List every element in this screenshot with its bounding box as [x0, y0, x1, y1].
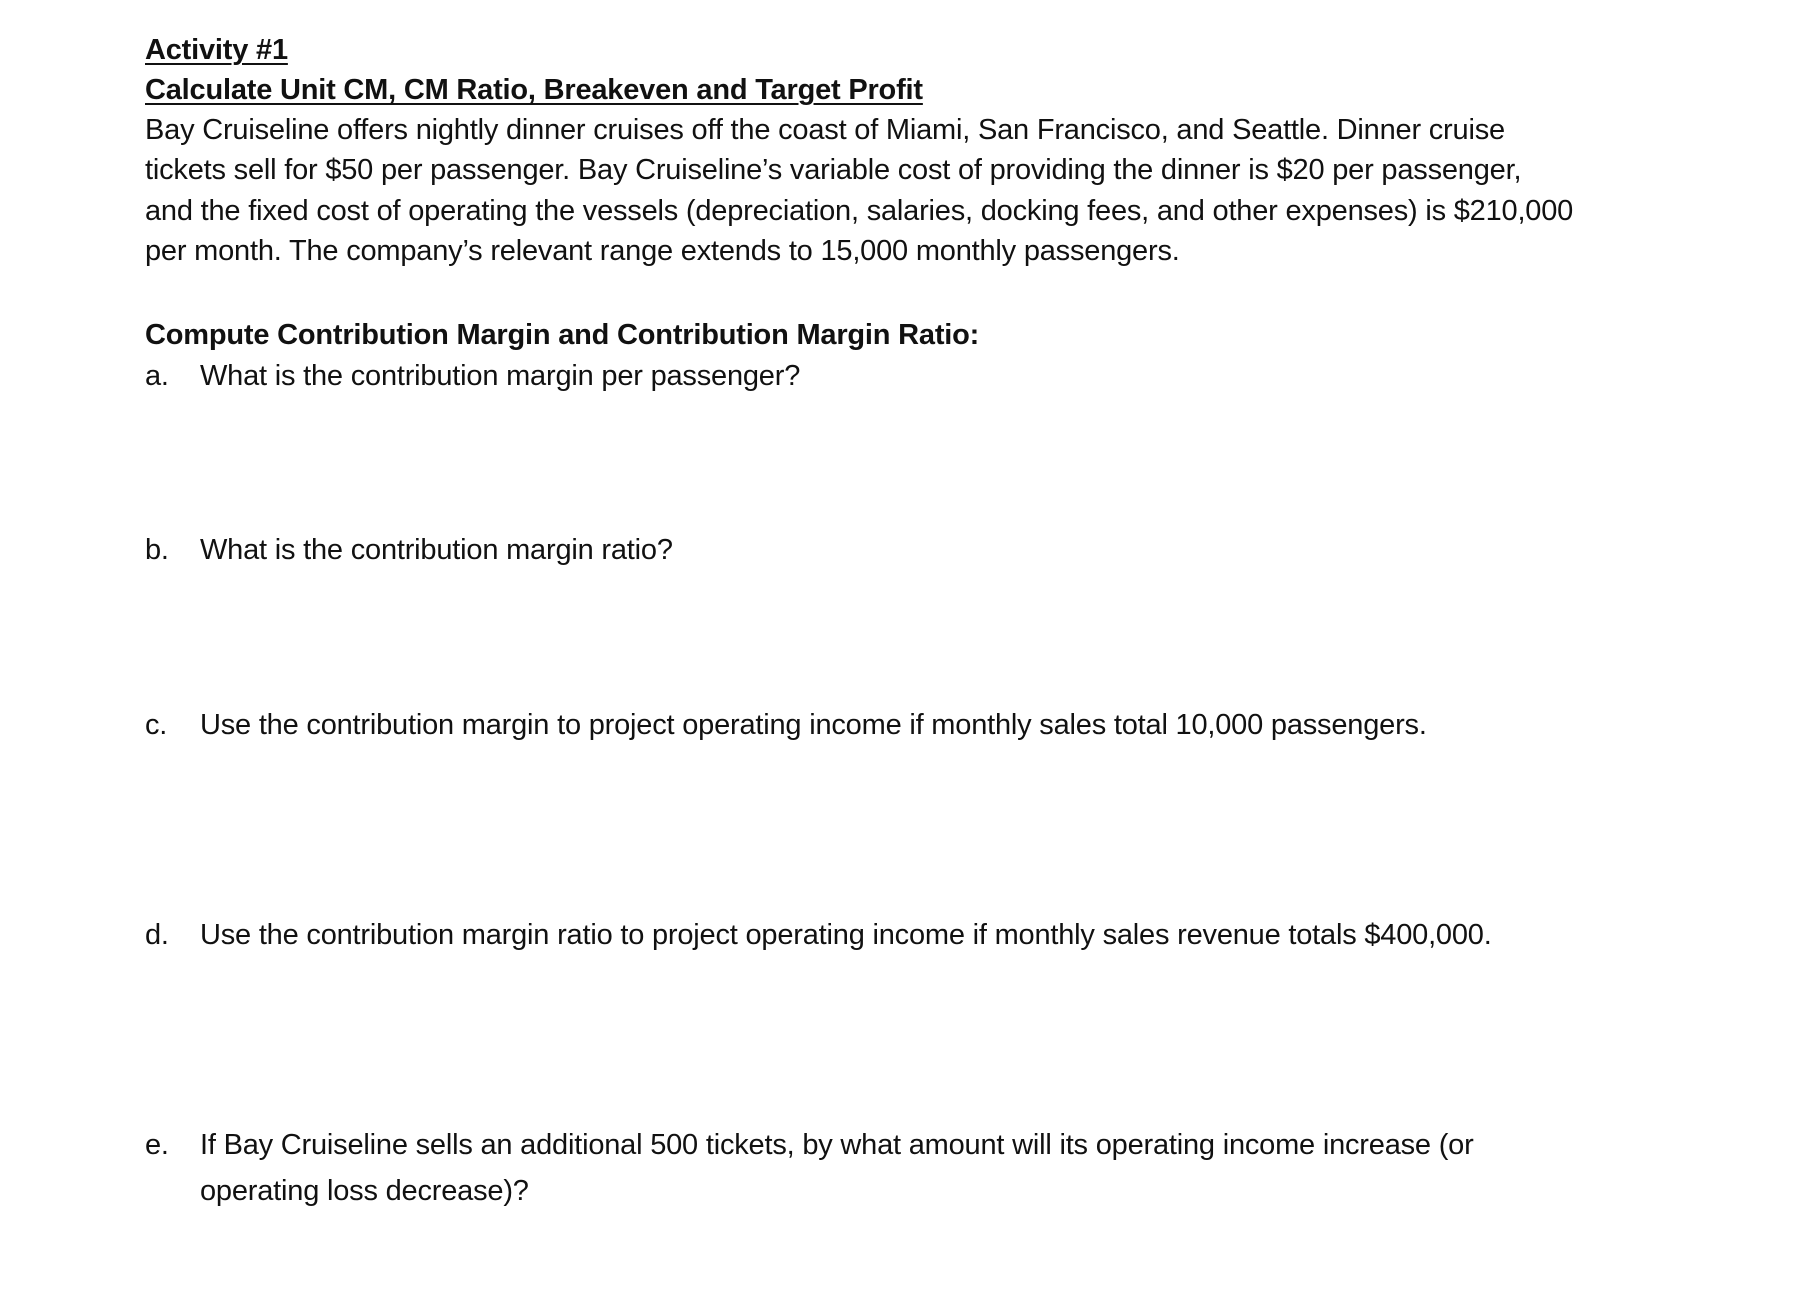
- answer-space-c[interactable]: [145, 755, 1645, 905]
- question-c: [145, 702, 1427, 748]
- intro-line: Bay Cruiseline offers nightly dinner cruises off the coast of Miami, San Francisco, and Seattle. Dinner cruise: [145, 114, 1505, 146]
- question-text: operating loss decrease)?: [200, 1175, 529, 1207]
- question-b: [145, 527, 673, 573]
- question-text: What is the contribution margin per passenger?: [200, 360, 801, 392]
- question-text: If Bay Cruiseline sells an additional 500 tickets, by what amount will its operating income increase (or: [200, 1129, 1474, 1161]
- question-letter: a.: [145, 360, 169, 392]
- answer-space-d[interactable]: [145, 965, 1645, 1115]
- question-text: Use the contribution margin to project operating income if monthly sales total 10,000 passengers.: [200, 709, 1427, 741]
- intro-line: per month. The company’s relevant range extends to 15,000 monthly passengers.: [145, 235, 1180, 267]
- question-letter: b.: [145, 534, 169, 566]
- question-letter: d.: [145, 919, 169, 951]
- section-heading: Compute Contribution Margin and Contribution Margin Ratio:: [145, 319, 980, 351]
- question-e-continued: [145, 1168, 529, 1214]
- intro-line: and the fixed cost of operating the vessels (depreciation, salaries, docking fees, and other expenses) is $210,000: [145, 195, 1574, 227]
- activity-title: Activity #1: [145, 34, 288, 66]
- intro-line: tickets sell for $50 per passenger. Bay Cruiseline’s variable cost of providing the dinner is $20 per passenger,: [145, 154, 1522, 186]
- answer-space-e[interactable]: [145, 1220, 1645, 1290]
- question-letter: c.: [145, 709, 168, 741]
- answer-space-a[interactable]: [145, 405, 1645, 515]
- answer-space-b[interactable]: [145, 580, 1645, 690]
- question-letter: e.: [145, 1129, 169, 1161]
- question-text: Use the contribution margin ratio to project operating income if monthly sales revenue totals $400,000.: [200, 919, 1492, 951]
- activity-subtitle: Calculate Unit CM, CM Ratio, Breakeven and Target Profit: [145, 74, 923, 106]
- question-e: [145, 1122, 1474, 1168]
- question-text: What is the contribution margin ratio?: [200, 534, 673, 566]
- question-a: [145, 353, 800, 399]
- question-d: [145, 912, 1492, 958]
